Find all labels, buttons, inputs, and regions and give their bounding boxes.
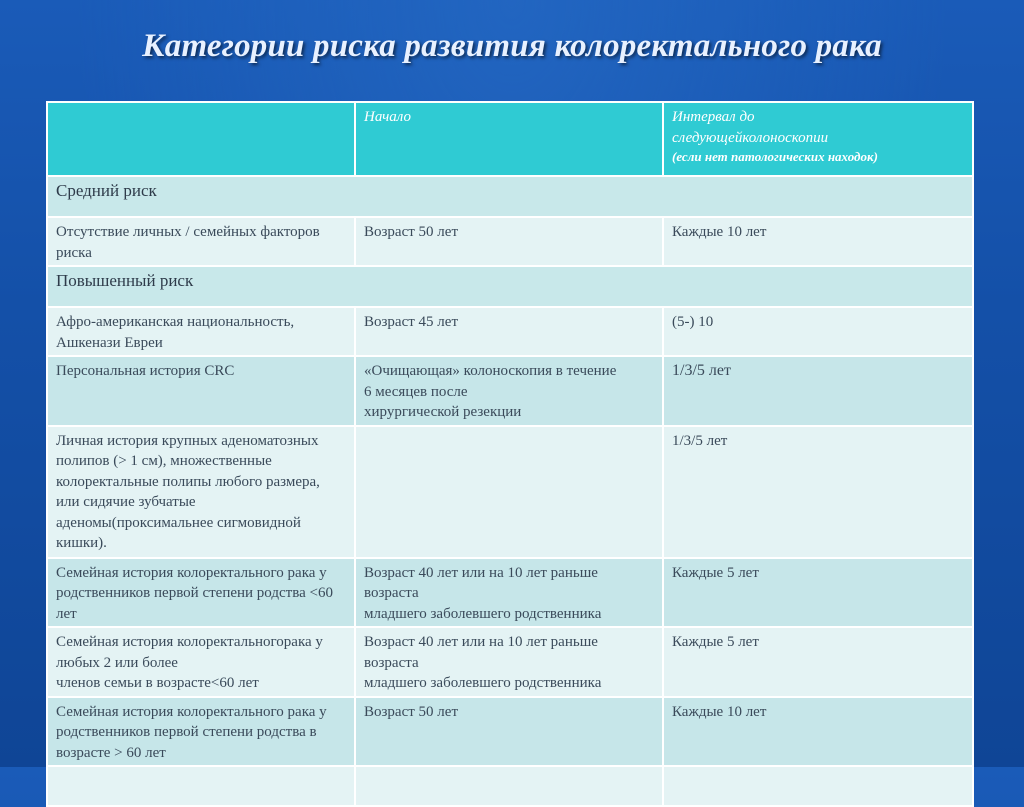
interval-cell: Каждые 5 лет xyxy=(663,627,973,697)
start-age-cell xyxy=(355,426,663,558)
start-age-cell xyxy=(355,558,663,628)
table-row xyxy=(47,558,973,628)
risk-category-table xyxy=(46,101,974,807)
factor-line: Семейная история колоректальногорака у любых 2 или более xyxy=(56,634,323,671)
interval-cell: Каждые 10 лет xyxy=(663,217,973,266)
table-row xyxy=(47,627,973,697)
start-line: хирургической резекции xyxy=(364,404,522,420)
interval-cell: (5-) 10 xyxy=(663,307,973,356)
slide-title: Категории риска развития колоректального рака xyxy=(142,28,882,64)
start-line: «Очищающая» колоноскопия в течение xyxy=(364,363,617,379)
factor-line: членов семьи в возрасте<60 лет xyxy=(56,675,259,691)
header-factor-cell xyxy=(47,102,355,176)
section-average-risk xyxy=(47,176,973,217)
interval-cell: 1/3/5 лет xyxy=(663,426,973,558)
start-line: Возраст 40 лет или на 10 лет раньше возраста xyxy=(364,564,598,601)
interval-cell: 1/3/5 лет xyxy=(663,356,973,426)
header-interval-cell xyxy=(663,102,973,176)
risk-factor-cell: Отсутствие личных / семейных факторов риска xyxy=(47,217,355,266)
table-header-row xyxy=(47,102,973,176)
table-row xyxy=(47,307,973,356)
start-age-cell: Возраст 50 лет xyxy=(355,697,663,767)
section-increased-risk xyxy=(47,266,973,307)
header-interval-note: (если нет патологических находок) xyxy=(672,149,878,164)
table-row xyxy=(47,426,973,558)
section-title: Повышенный риск xyxy=(47,266,973,307)
risk-factor-cell: Личная история крупных аденоматозных полипов (> 1 см), множественные колоректальные полипы любого размера, или сидячие зубчатые аденомы(проксимальнее сигмовидной кишки). xyxy=(47,426,355,558)
header-interval-line1: Интервал до xyxy=(672,109,755,125)
start-line: младшего заболевшего родственника xyxy=(364,605,602,622)
start-age-cell: Возраст 45 лет xyxy=(355,307,663,356)
start-age-cell xyxy=(355,766,663,806)
start-age-cell xyxy=(355,356,663,426)
start-line: 6 месяцев после xyxy=(364,383,468,400)
interval-cell xyxy=(663,766,973,806)
table-row xyxy=(47,356,973,426)
risk-factor-cell: Афро-американская национальность, Ашкенази Евреи xyxy=(47,307,355,356)
risk-factor-cell: Персональная история CRC xyxy=(47,356,355,426)
start-line: Возраст 40 лет или на 10 лет раньше возраста xyxy=(364,634,598,671)
risk-factor-cell xyxy=(47,627,355,697)
table-row xyxy=(47,766,973,806)
start-age-cell: Возраст 50 лет xyxy=(355,217,663,266)
start-line: младшего заболевшего родственника xyxy=(364,675,602,691)
risk-factor-cell xyxy=(47,766,355,806)
risk-factor-cell: Семейная история колоректального рака у родственников первой степени родства <60 лет xyxy=(47,558,355,628)
risk-factor-cell: Семейная история колоректального рака у родственников первой степени родства в возрасте > 60 лет xyxy=(47,697,355,767)
section-title: Средний риск xyxy=(47,176,973,217)
interval-cell: Каждые 10 лет xyxy=(663,697,973,767)
header-interval-line2: следующейколоноскопии xyxy=(672,129,829,146)
header-start-cell: Начало xyxy=(355,102,663,176)
start-age-cell xyxy=(355,627,663,697)
table-row xyxy=(47,697,973,767)
table-row xyxy=(47,217,973,266)
interval-cell: Каждые 5 лет xyxy=(663,558,973,628)
